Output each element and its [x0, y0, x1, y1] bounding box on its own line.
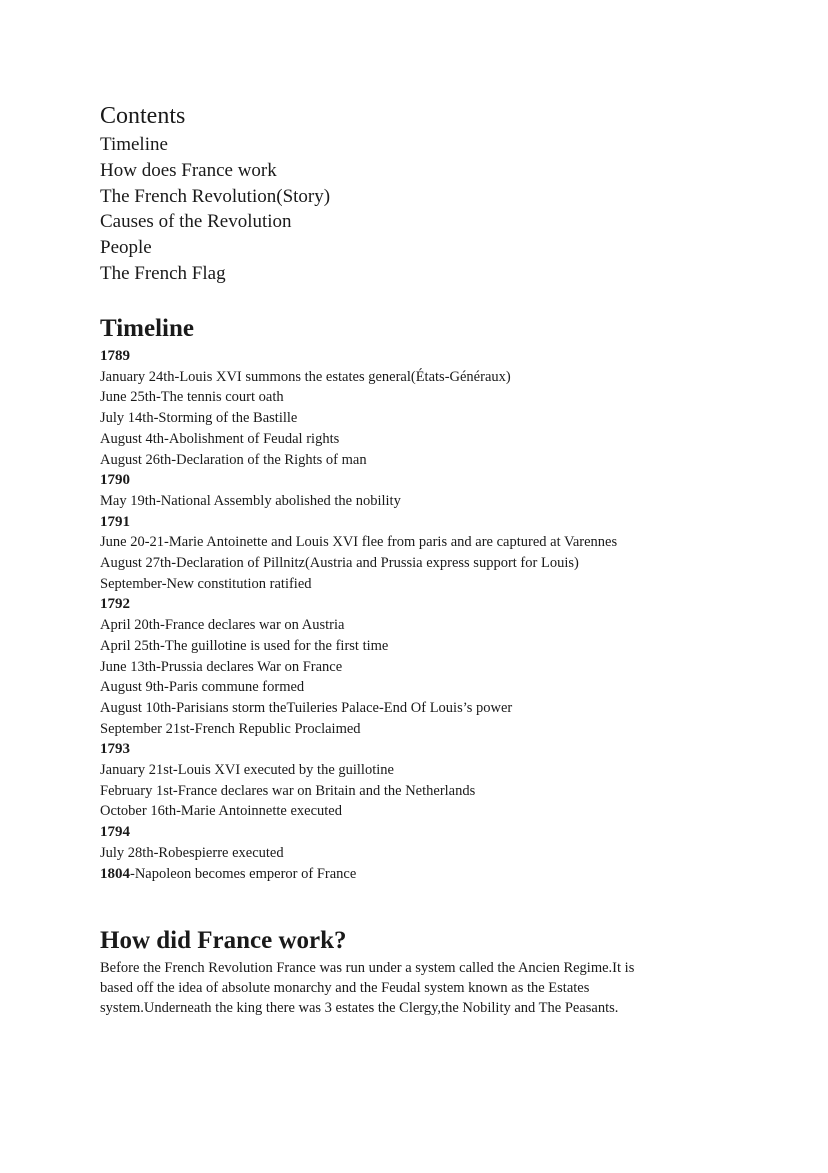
timeline-event: February 1st-France declares war on Britain and the Netherlands: [100, 782, 476, 799]
timeline-event: April 20th-France declares war on Austria: [100, 617, 345, 634]
timeline-event: August 10th-Parisians storm theTuileries Palace-End Of Louis’s power: [100, 699, 513, 716]
paragraph-line: based off the idea of absolute monarchy and the Feudal system known as the Estates: [100, 980, 590, 996]
paragraph-line: Before the French Revolution France was run under a system called the Ancien Regime.It is: [100, 960, 635, 976]
how-france-worked-heading: How did France work?: [100, 927, 347, 954]
timeline-event: September-New constitution ratified: [100, 575, 312, 592]
timeline-event: June 13th-Prussia declares War on France: [100, 658, 343, 675]
timeline-event: August 4th-Abolishment of Feudal rights: [100, 430, 340, 447]
timeline-event: June 25th-The tennis court oath: [100, 389, 284, 406]
timeline-event: January 21st-Louis XVI executed by the guillotine: [100, 762, 394, 779]
contents-item-people[interactable]: People: [100, 237, 152, 259]
contents-item-how-france-works[interactable]: How does France work: [100, 159, 277, 181]
timeline-event: July 14th-Storming of the Bastille: [100, 410, 298, 427]
contents-item-french-revolution-story[interactable]: The French Revolution(Story): [100, 185, 331, 207]
timeline-event: June 20-21-Marie Antoinette and Louis XVI flee from paris and are captured at Varennes: [100, 534, 618, 551]
how-france-worked-paragraph: [100, 958, 720, 1018]
paragraph-line: system.Underneath the king there was 3 estates the Clergy,the Nobility and The Peasants.: [100, 1000, 619, 1016]
contents-item-causes[interactable]: Causes of the Revolution: [100, 211, 292, 233]
contents-item-french-flag[interactable]: The French Flag: [100, 262, 226, 284]
timeline-year: 1804: [100, 865, 130, 882]
timeline-event: August 9th-Paris commune formed: [100, 679, 305, 696]
timeline-list: [100, 346, 617, 884]
timeline-year: 1790: [100, 472, 130, 489]
timeline-event: January 24th-Louis XVI summons the estates general(États-Généraux): [100, 368, 511, 385]
timeline-entry: [100, 864, 617, 885]
timeline-event: September 21st-French Republic Proclaimed: [100, 720, 361, 737]
timeline-event: August 26th-Declaration of the Rights of man: [100, 451, 367, 468]
timeline-heading: Timeline: [100, 315, 194, 342]
contents-heading: Contents: [100, 103, 186, 129]
timeline-event: July 28th-Robespierre executed: [100, 844, 284, 861]
timeline-event: October 16th-Marie Antoinnette executed: [100, 803, 342, 820]
timeline-event: August 27th-Declaration of Pillnitz(Austria and Prussia express support for Louis): [100, 555, 579, 572]
timeline-year: 1792: [100, 596, 130, 613]
timeline-year: 1793: [100, 741, 130, 758]
contents-item-timeline[interactable]: Timeline: [100, 134, 168, 155]
contents-list: [100, 132, 330, 287]
timeline-event-text: -Napoleon becomes emperor of France: [130, 865, 357, 882]
timeline-year: 1791: [100, 513, 130, 530]
timeline-year: 1789: [100, 348, 130, 364]
timeline-year: 1794: [100, 824, 130, 841]
timeline-event: April 25th-The guillotine is used for the first time: [100, 637, 389, 654]
timeline-event: May 19th-National Assembly abolished the nobility: [100, 492, 401, 509]
